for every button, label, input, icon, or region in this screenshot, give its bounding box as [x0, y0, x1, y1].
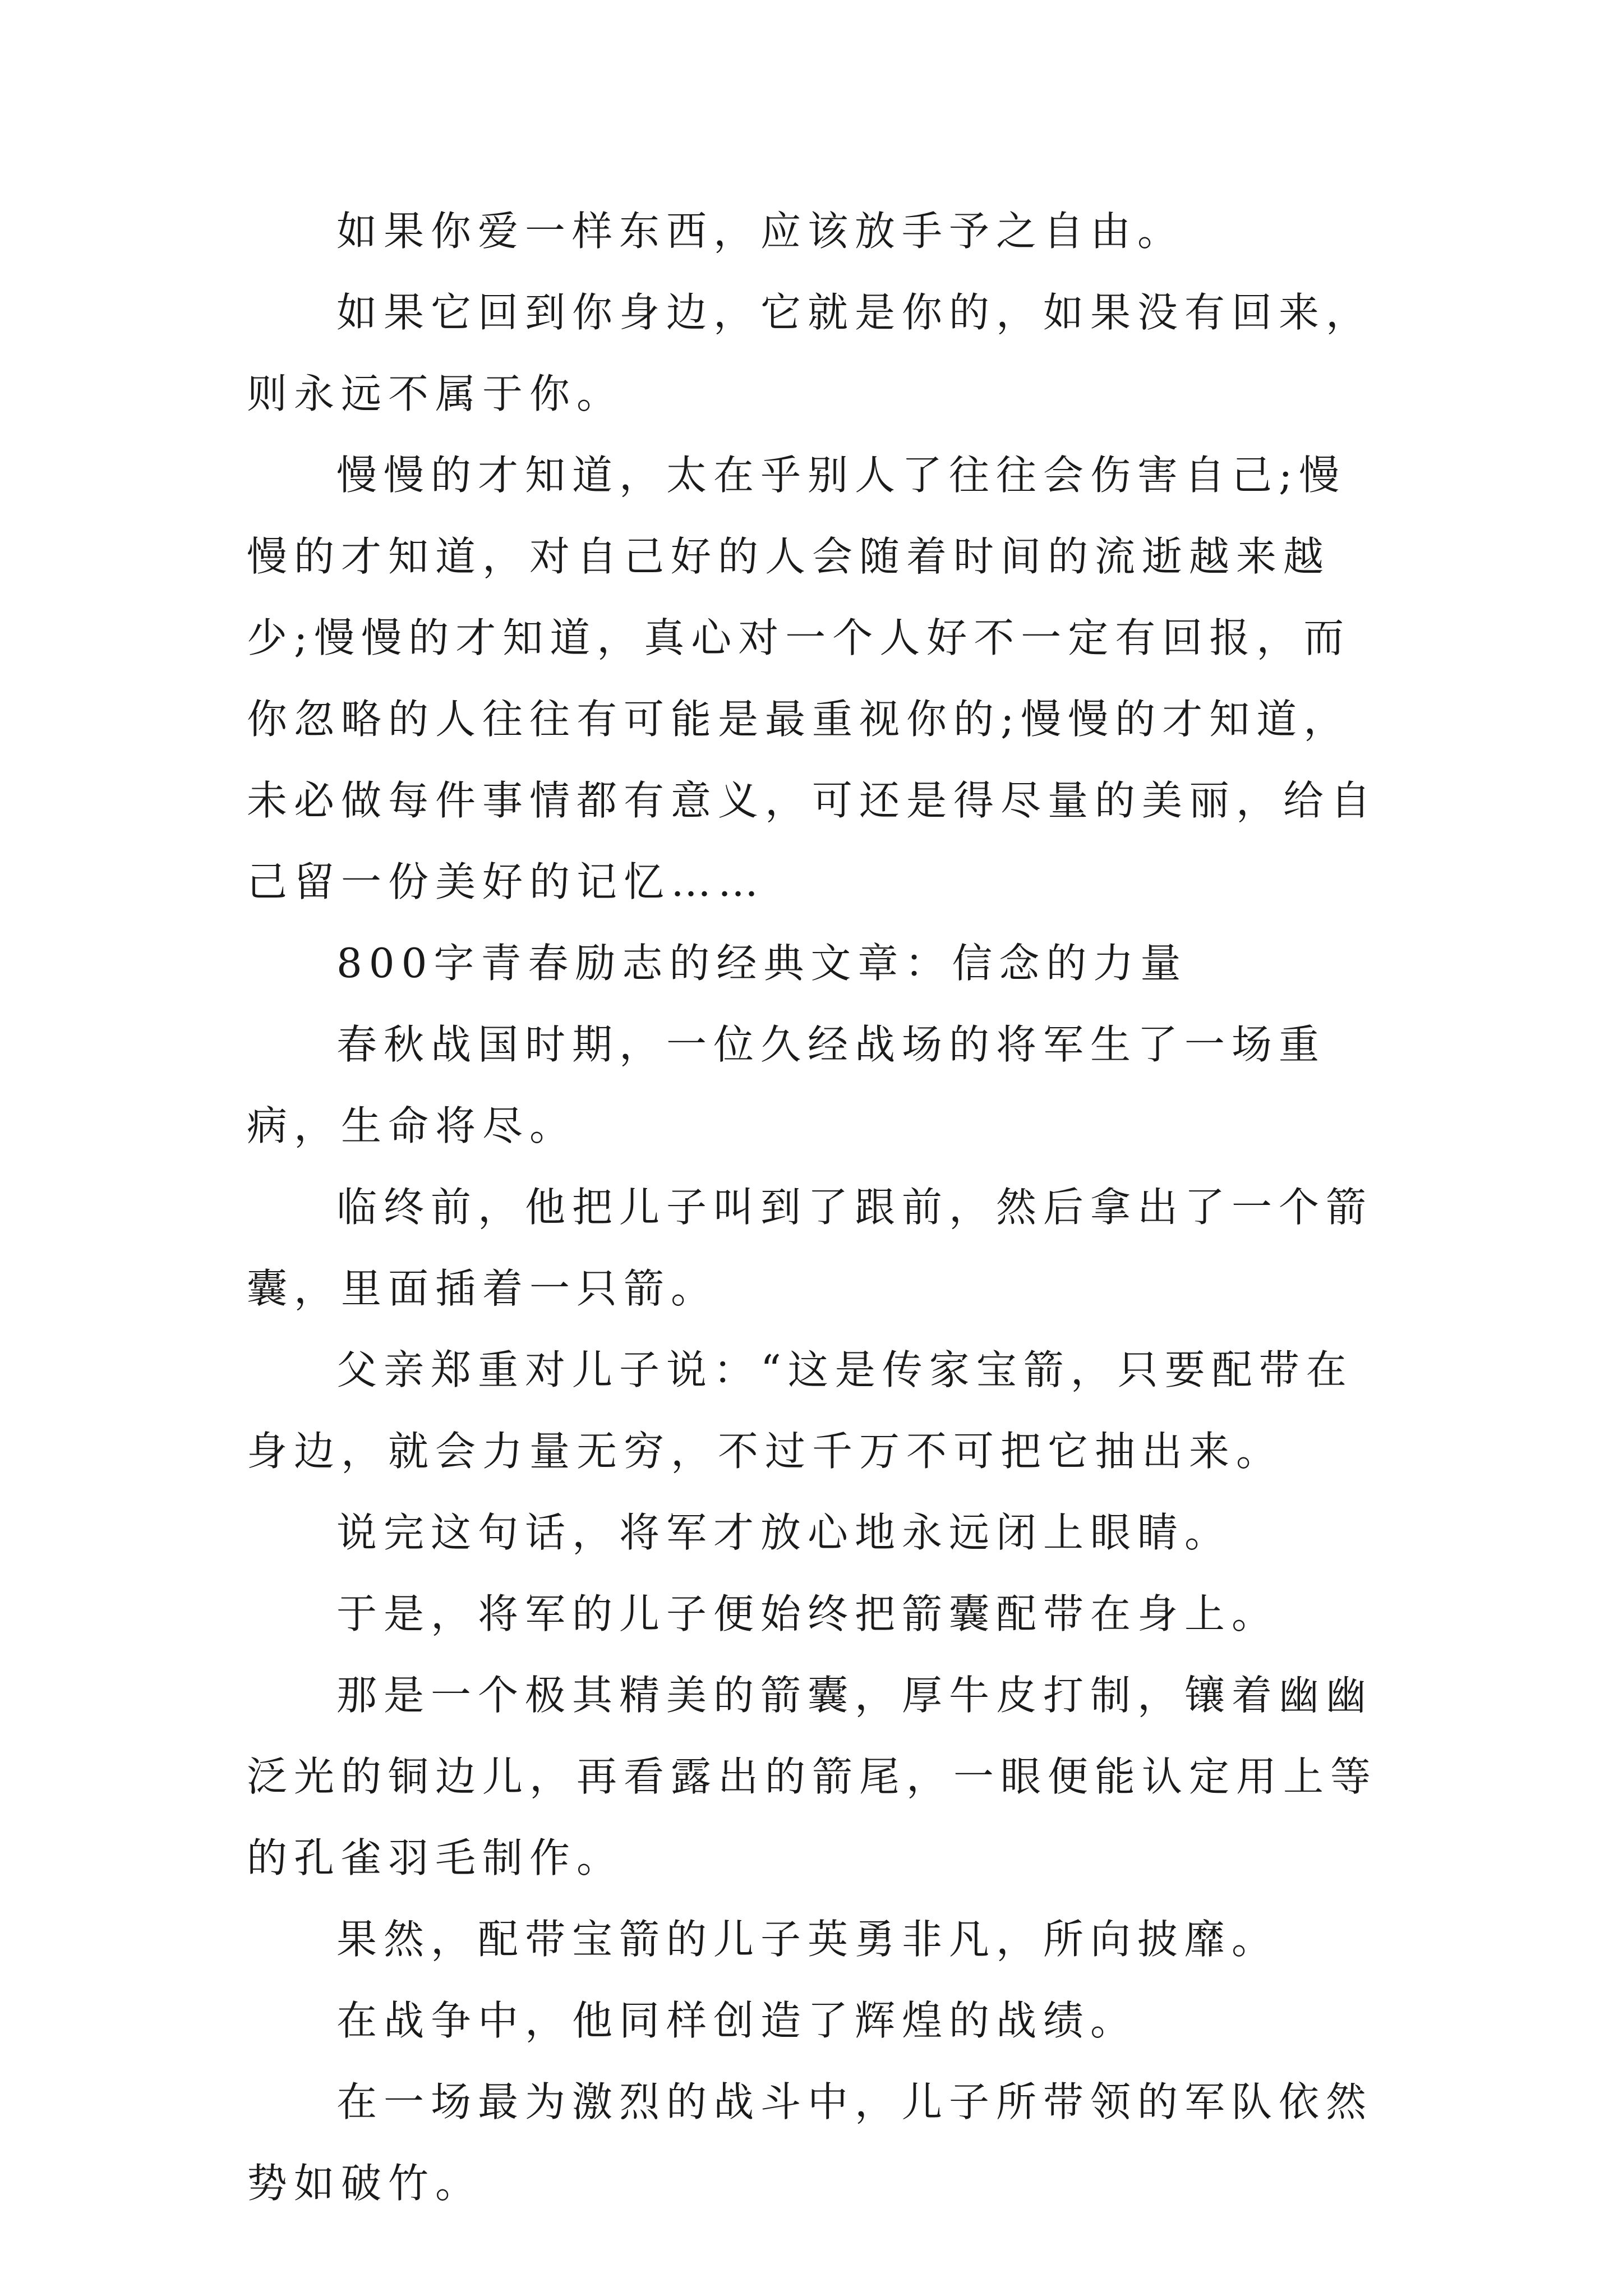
paragraph: 临终前，他把儿子叫到了跟前，然后拿出了一个箭囊，里面插着一只箭。: [247, 1184, 1373, 1312]
paragraph: 春秋战国时期，一位久经战场的将军生了一场重病，生命将尽。: [247, 1021, 1326, 1149]
paragraph: 果然，配带宝箭的儿子英勇非凡，所向披靡。: [336, 1916, 1279, 1963]
paragraph: 那是一个极其精美的箭囊，厚牛皮打制，镶着幽幽泛光的铜边儿，再看露出的箭尾，一眼便能认定用上等的孔雀羽毛制作。: [247, 1672, 1378, 1881]
paragraph: 如果它回到你身边，它就是你的，如果没有回来，则永远不属于你。: [247, 289, 1373, 417]
paragraph: 如果你爱一样东西，应该放手予之自由。: [336, 208, 1185, 255]
paragraph: 于是，将军的儿子便始终把箭囊配带在身上。: [336, 1590, 1279, 1637]
paragraph: 在战争中，他同样创造了辉煌的战绩。: [336, 1997, 1138, 2044]
document-body: [247, 191, 1385, 2224]
paragraph: 在一场最为激烈的战斗中，儿子所带领的军队依然势如破竹。: [247, 2078, 1373, 2207]
paragraph: 慢慢的才知道，太在乎别人了往往会伤害自己;慢慢的才知道，对自己好的人会随着时间的流逝越来越少;慢慢的才知道，真心对一个人好不一定有回报，而你忽略的人往往有可能是最重视你的;慢慢的才知道，未必做每件事情都有意义，可还是得尽量的美丽，给自己留一份美好的记忆……: [247, 452, 1378, 905]
paragraph: 说完这句话，将军才放心地永远闭上眼睛。: [336, 1509, 1232, 1556]
section-heading: 800字青春励志的经典文章：信念的力量: [336, 940, 1188, 987]
paragraph: 父亲郑重对儿子说：“这是传家宝箭，只要配带在身边，就会力量无穷，不过千万不可把它抽出来。: [247, 1346, 1353, 1475]
